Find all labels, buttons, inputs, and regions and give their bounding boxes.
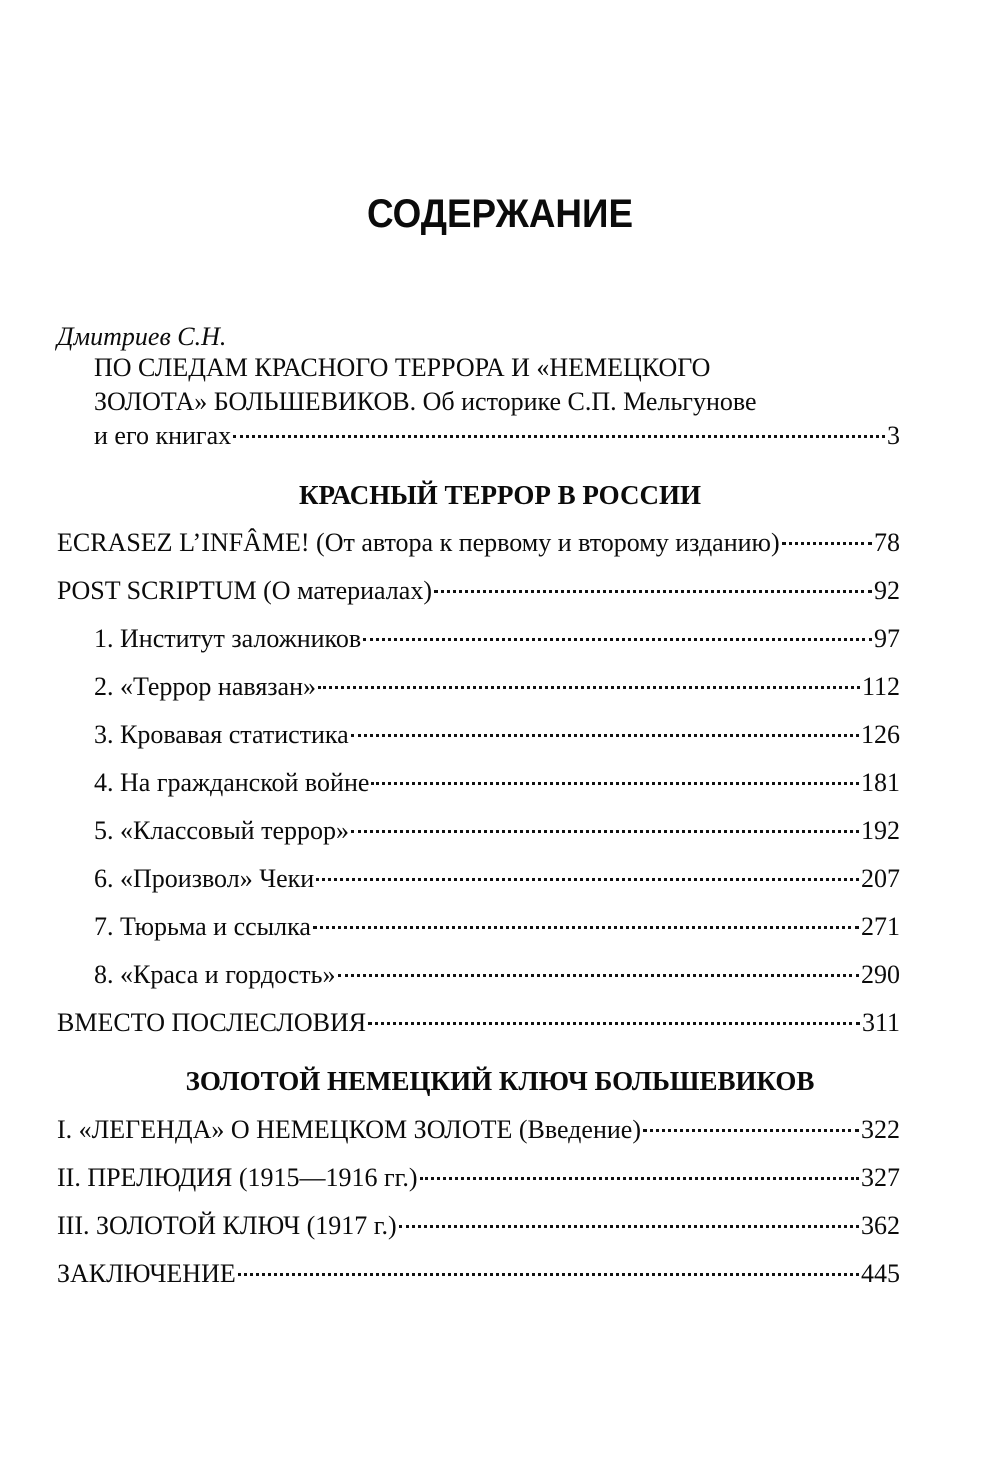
dot-leader [371,782,859,785]
toc-entry-page: 92 [874,576,900,605]
toc-entry-page: 207 [861,864,900,893]
toc-entry[interactable] [94,672,900,702]
toc-entry-label: ВМЕСТО ПОСЛЕСЛОВИЯ [57,1008,367,1037]
intro-title-line-2: ЗОЛОТА» БОЛЬШЕВИКОВ. Об историке С.П. Мельгунове [94,387,757,416]
toc-entry-label: и его книгах [94,421,232,450]
toc-entry-label: POST SCRIPTUM (О материалах) [57,576,432,605]
toc-entry[interactable] [94,720,900,750]
toc-entry-page: 271 [861,912,900,941]
toc-entry-label: 6. «Произвол» Чеки [94,864,315,893]
dot-leader [318,686,860,689]
toc-entry-page: 362 [861,1211,900,1240]
dot-leader [643,1129,859,1132]
toc-entry-page: 126 [861,720,900,749]
dot-leader [238,1273,859,1276]
dot-leader [313,926,859,929]
toc-entry-label: 2. «Террор навязан» [94,672,317,701]
toc-entry-label: 5. «Классовый террор» [94,816,349,845]
toc-entry-label: 3. Кровавая статистика [94,720,349,749]
toc-entry[interactable] [94,912,900,942]
toc-entry-page: 445 [861,1259,900,1288]
toc-entry-page: 322 [861,1115,900,1144]
toc-entry-page: 3 [887,421,900,450]
toc-entry-label: ECRASEZ L’INFÂME! (От автора к первому и второму изданию) [57,528,780,557]
toc-entry[interactable] [57,1211,900,1241]
dot-leader [316,878,859,881]
toc-entry-page: 181 [861,768,900,797]
toc-entry[interactable] [57,1115,900,1145]
toc-entry[interactable] [94,768,900,798]
toc-entry-page: 192 [861,816,900,845]
section-heading-golden-key: ЗОЛОТОЙ НЕМЕЦКИЙ КЛЮЧ БОЛЬШЕВИКОВ [185,1066,815,1096]
toc-entry-page: 97 [874,624,900,653]
toc-entry[interactable] [57,1008,900,1038]
dot-leader [233,435,885,438]
toc-entry-label: 7. Тюрьма и ссылка [94,912,311,941]
intro-author: Дмитриев С.Н. [57,322,227,351]
page-title: СОДЕРЖАНИЕ [366,192,634,236]
section-heading-red-terror: КРАСНЫЙ ТЕРРОР В РОССИИ [298,480,702,510]
toc-entry-intro[interactable] [94,421,900,451]
intro-title-line-1: ПО СЛЕДАМ КРАСНОГО ТЕРРОРА И «НЕМЕЦКОГО [94,353,711,382]
toc-entry-page: 290 [861,960,900,989]
toc-entry-label: I. «ЛЕГЕНДА» О НЕМЕЦКОМ ЗОЛОТЕ (Введение) [57,1115,641,1144]
toc-entry-page: 78 [874,528,900,557]
dot-leader [338,974,859,977]
toc-entry-label: II. ПРЕЛЮДИЯ (1915—1916 гг.) [57,1163,418,1192]
dot-leader [351,830,859,833]
toc-entry[interactable] [94,624,900,654]
toc-entry-label: 8. «Краса и гордость» [94,960,336,989]
toc-entry[interactable] [57,576,900,606]
toc-entry-page: 311 [861,1008,900,1037]
toc-entry-label: 4. На гражданской войне [94,768,370,797]
dot-leader [420,1177,859,1180]
toc-entry[interactable] [94,960,900,990]
dot-leader [368,1022,860,1025]
dot-leader [434,590,872,593]
dot-leader [782,542,872,545]
dot-leader [363,638,872,641]
toc-entry[interactable] [57,528,900,558]
dot-leader [351,734,859,737]
toc-entry-label: III. ЗОЛОТОЙ КЛЮЧ (1917 г.) [57,1211,397,1240]
toc-entry[interactable] [57,1163,900,1193]
toc-entry-label: ЗАКЛЮЧЕНИЕ [57,1259,236,1288]
toc-entry[interactable] [94,816,900,846]
toc-entry[interactable] [94,864,900,894]
dot-leader [399,1225,859,1228]
toc-entry-page: 112 [861,672,900,701]
toc-entry-page: 327 [861,1163,900,1192]
toc-entry-label: 1. Институт заложников [94,624,362,653]
toc-entry[interactable] [57,1259,900,1289]
